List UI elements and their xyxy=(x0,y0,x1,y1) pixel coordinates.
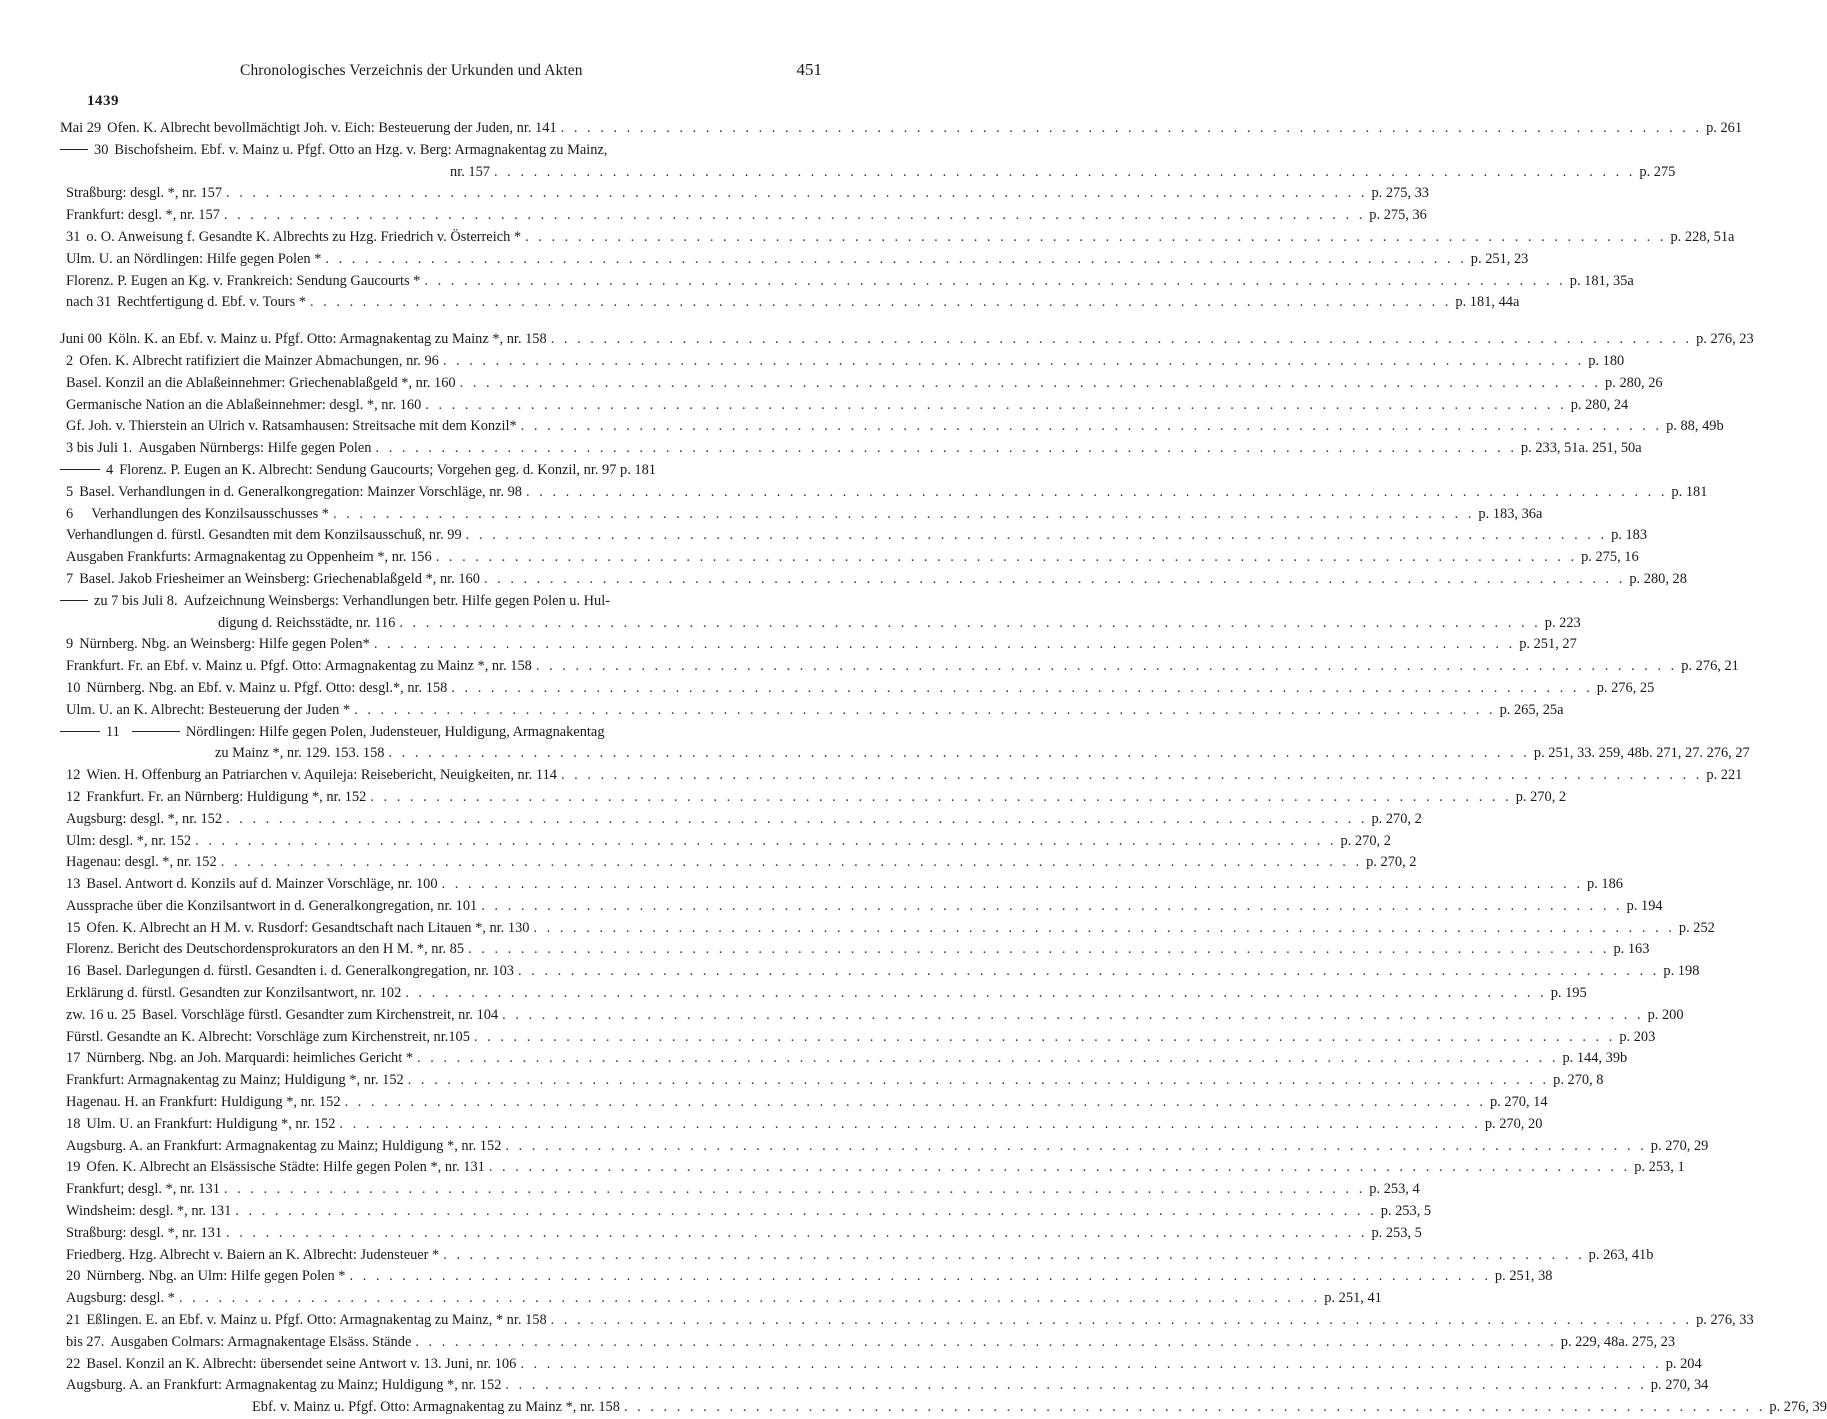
leader-dots xyxy=(494,162,1635,184)
entry-text: Augsburg: desgl. * xyxy=(66,1290,175,1307)
register-entry xyxy=(60,678,1655,700)
page-reference: p. 200 xyxy=(1647,1006,1684,1023)
entry-date: zu 7 bis Juli 8. xyxy=(94,592,178,609)
register-entry xyxy=(60,1397,1827,1419)
entry-date: 15 xyxy=(66,919,81,936)
entry-date: 2 xyxy=(66,352,74,369)
leader-dots xyxy=(235,1201,1376,1223)
register-entry xyxy=(60,1223,1422,1245)
leader-dots xyxy=(376,438,1517,460)
leader-dots xyxy=(333,504,1474,526)
page-reference: p. 275 xyxy=(1639,163,1676,180)
register-entry xyxy=(60,1266,1553,1288)
leader-dots xyxy=(536,656,1677,678)
register-entry xyxy=(60,1375,1709,1397)
page-reference: p. 251, 41 xyxy=(1324,1290,1382,1307)
leader-dots xyxy=(561,765,1702,787)
register-entry xyxy=(60,1157,1685,1179)
register-entry xyxy=(60,292,1520,314)
register-entry xyxy=(60,569,1687,591)
register-entry xyxy=(60,1048,1628,1070)
leader-dots xyxy=(415,1332,1556,1354)
entry-date: 10 xyxy=(66,679,81,696)
register-entry xyxy=(60,205,1427,227)
entry-text: Basel. Jakob Friesheimer an Weinsberg: Griechenablaßgeld *, nr. 160 xyxy=(79,570,480,587)
register-entry xyxy=(60,547,1639,569)
leader-dots xyxy=(533,918,1674,940)
register-entry xyxy=(60,1027,1656,1049)
register-entry xyxy=(60,918,1715,940)
register-entry xyxy=(60,1201,1432,1223)
leader-dots xyxy=(310,292,1451,314)
leader-dots xyxy=(417,1048,1558,1070)
page-reference: p. 280, 24 xyxy=(1570,396,1629,413)
leader-dots xyxy=(226,1223,1367,1245)
entry-text: Ausgaben Nürnbergs: Hilfe gegen Polen xyxy=(138,440,372,457)
entry-date: 18 xyxy=(66,1115,81,1132)
register-entry xyxy=(60,1332,1676,1354)
register-entry xyxy=(60,656,1739,678)
page-reference: p. 270, 20 xyxy=(1484,1115,1543,1132)
entry-text: Aussprache über die Konzilsantwort in d. Generalkongregation, nr. 101 xyxy=(66,897,478,914)
register-entry xyxy=(60,896,1663,918)
entry-text: Florenz. Bericht des Deutschordensprokurators an den H M. *, nr. 85 xyxy=(66,941,465,958)
entry-date: zw. 16 u. 25 xyxy=(66,1006,136,1023)
page-reference: p. 261 xyxy=(1706,120,1743,136)
running-head: Chronologisches Verzeichnis der Urkunden und Akten xyxy=(240,62,583,79)
leader-dots xyxy=(339,1114,1480,1136)
register-entries xyxy=(60,118,1827,1419)
leader-dots xyxy=(526,482,1667,504)
entry-text: Florenz. P. Eugen an Kg. v. Frankreich: Sendung Gaucourts * xyxy=(66,272,421,289)
page-reference: p. 263, 41b xyxy=(1588,1246,1654,1263)
page-reference: p. 270, 14 xyxy=(1489,1094,1548,1111)
entry-text: Erklärung d. fürstl. Gesandten zur Konzilsantwort, nr. 102 xyxy=(66,985,402,1002)
entry-text: Basel. Vorschläge fürstl. Gesandter zum Kirchenstreit, nr. 104 xyxy=(141,1006,499,1023)
page-reference: p. 270, 34 xyxy=(1650,1377,1709,1394)
entry-text: Wien. H. Offenburg an Patriarchen v. Aquileja: Reisebericht, Neuigkeiten, nr. 114 xyxy=(86,767,557,784)
leader-dots xyxy=(443,351,1584,373)
leader-dots xyxy=(551,1310,1692,1332)
entry-text: Ulm. U. an Nördlingen: Hilfe gegen Polen * xyxy=(66,250,322,267)
page-reference: p. 276, 25 xyxy=(1596,679,1655,696)
leader-dots xyxy=(399,613,1540,635)
entry-text: Fürstl. Gesandte an K. Albrecht: Vorschläge zum Kirchenstreit, nr.105 xyxy=(66,1028,470,1045)
page-reference: p. 253, 5 xyxy=(1380,1203,1432,1220)
leader-dots xyxy=(354,700,1495,722)
entry-date: bis 27. xyxy=(66,1333,105,1350)
entry-text: Ofen. K. Albrecht an H M. v. Rusdorf: Gesandtschaft nach Litauen *, nr. 130 xyxy=(86,919,530,936)
entry-text: Rechtfertigung d. Ebf. v. Tours * xyxy=(117,294,306,311)
entry-text: Florenz. P. Eugen an K. Albrecht: Sendung Gaucourts; Vorgehen geg. d. Konzil, nr. 97 p. 181 xyxy=(119,461,656,478)
entry-text: Augsburg. A. an Frankfurt: Armagnakentag zu Mainz; Huldigung *, nr. 152 xyxy=(66,1137,502,1154)
leader-dots xyxy=(424,271,1565,293)
entry-text: Frankfurt. Fr. an Nürnberg: Huldigung *, nr. 152 xyxy=(86,788,367,805)
leader-dots xyxy=(195,831,1336,853)
entry-date: Mai 29 xyxy=(60,120,102,136)
entry-date: nach 31 xyxy=(66,294,112,311)
leader-dots xyxy=(518,961,1659,983)
page-reference: p. 280, 28 xyxy=(1629,570,1687,587)
entry-text: Basel. Konzil an die Ablaßeinnehmer: Griechenablaßgeld *, nr. 160 xyxy=(66,374,456,391)
entry-date: 21 xyxy=(66,1312,81,1329)
entry-text: Germanische Nation an die Ablaßeinnehmer: desgl. *, nr. 160 xyxy=(66,396,422,413)
page-reference: p. 270, 2 xyxy=(1515,788,1567,805)
entry-date: 19 xyxy=(66,1159,81,1176)
leader-dots xyxy=(521,416,1662,438)
leader-dots xyxy=(624,1397,1765,1419)
leader-dots xyxy=(350,1266,1491,1288)
entry-text: Frankfurt; desgl. *, nr. 131 xyxy=(66,1181,220,1198)
entry-date: 3 bis Juli 1. xyxy=(66,440,133,457)
entry-date: Juni 00 xyxy=(60,331,102,348)
page-reference: p. 195 xyxy=(1550,985,1587,1002)
register-entry xyxy=(60,271,1634,293)
page-reference: p. 223 xyxy=(1544,614,1581,631)
leader-dots xyxy=(374,634,1515,656)
register-entry xyxy=(60,787,1567,809)
register-entry xyxy=(60,460,824,482)
register-entry xyxy=(60,1092,1548,1114)
page-reference: p. 163 xyxy=(1613,941,1650,958)
register-entry xyxy=(60,831,1391,853)
page-reference: p. 270, 2 xyxy=(1340,832,1391,849)
page-reference: p. 276, 33 xyxy=(1696,1312,1754,1329)
register-entry xyxy=(60,983,1587,1005)
register-entry xyxy=(60,939,1650,961)
register-entry xyxy=(60,1310,1754,1332)
entry-text: Nürnberg. Nbg. an Ebf. v. Mainz u. Pfgf. Otto: desgl.*, nr. 158 xyxy=(86,679,448,696)
leader-dots xyxy=(221,852,1362,874)
entry-date: 12 xyxy=(66,788,81,805)
leader-dots xyxy=(405,983,1546,1005)
leader-dots xyxy=(179,1288,1320,1310)
leader-dots xyxy=(408,1070,1549,1092)
page-reference: p. 204 xyxy=(1665,1355,1702,1372)
entry-date: 11 xyxy=(106,723,120,740)
register-entry xyxy=(60,504,1543,526)
entry-text: Nördlingen: Hilfe gegen Polen, Judensteuer, Huldigung, Armagnakentag xyxy=(185,723,605,740)
page-reference: p. 180 xyxy=(1588,352,1625,369)
leader-dots xyxy=(451,678,1592,700)
register-entry xyxy=(60,227,1735,249)
leader-dots xyxy=(226,183,1367,205)
page-reference: p. 233, 51a. 251, 50a xyxy=(1520,440,1642,457)
entry-text: Ofen. K. Albrecht ratifiziert die Mainzer Abmachungen, nr. 96 xyxy=(79,352,439,369)
page-number: 451 xyxy=(796,60,822,79)
leader-dots xyxy=(443,1245,1584,1267)
leader-dots xyxy=(460,373,1601,395)
register-entry xyxy=(60,961,1700,983)
page-reference: p. 251, 33. 259, 48b. 271, 27. 276, 27 xyxy=(1533,745,1750,762)
register-entry xyxy=(60,482,1708,504)
register-entry xyxy=(60,1114,1543,1136)
page-reference: p. 183 xyxy=(1611,527,1648,544)
entry-date: 17 xyxy=(66,1050,81,1067)
page-reference: p. 194 xyxy=(1626,897,1663,914)
page-reference: p. 203 xyxy=(1619,1028,1656,1045)
register-entry xyxy=(60,183,1429,205)
register-entry xyxy=(60,1288,1382,1310)
entry-text: o. O. Anweisung f. Gesandte K. Albrechts zu Hzg. Friedrich v. Österreich * xyxy=(86,228,522,245)
page-reference: p. 253, 1 xyxy=(1634,1159,1685,1176)
register-entry xyxy=(60,722,824,744)
ditto-dash xyxy=(60,599,88,601)
register-entry xyxy=(60,1245,1654,1267)
register-entry xyxy=(60,1354,1702,1376)
page-reference: p. 275, 33 xyxy=(1371,185,1429,202)
entry-text: Eßlingen. E. an Ebf. v. Mainz u. Pfgf. Otto: Armagnakentag zu Mainz, * nr. 158 xyxy=(86,1312,547,1329)
leader-dots xyxy=(525,227,1666,249)
entry-text: Verhandlungen d. fürstl. Gesandten mit dem Konzilsausschuß, nr. 99 xyxy=(66,527,462,544)
register-entry xyxy=(60,852,1417,874)
page-reference: p. 275, 36 xyxy=(1369,207,1427,224)
entry-text: Straßburg: desgl. *, nr. 157 xyxy=(66,185,223,202)
leader-dots xyxy=(561,118,1702,140)
entry-text: Friedberg. Hzg. Albrecht v. Baiern an K. Albrecht: Judensteuer * xyxy=(66,1246,440,1263)
leader-dots xyxy=(551,329,1692,351)
page-reference: p. 181 xyxy=(1671,483,1708,500)
page-reference: p. 221 xyxy=(1706,767,1743,784)
entry-date: 22 xyxy=(66,1355,81,1372)
entry-text: Hagenau: desgl. *, nr. 152 xyxy=(66,854,217,871)
entry-text: Basel. Konzil an K. Albrecht: übersendet seine Antwort v. 13. Juni, nr. 106 xyxy=(86,1355,517,1372)
page-reference: p. 270, 8 xyxy=(1553,1072,1604,1089)
entry-text: Frankfurt: desgl. *, nr. 157 xyxy=(66,207,220,224)
register-entry xyxy=(60,373,1663,395)
register-entry xyxy=(60,525,1648,547)
register-entry xyxy=(60,351,1625,373)
register-entry xyxy=(60,416,1724,438)
entry-text: Aufzeichnung Weinsbergs: Verhandlungen betr. Hilfe gegen Polen u. Hul- xyxy=(183,592,611,609)
page-reference: p. 229, 48a. 275, 23 xyxy=(1560,1333,1676,1350)
leader-dots xyxy=(224,1179,1365,1201)
page-reference: p. 251, 23 xyxy=(1470,250,1529,267)
register-entry xyxy=(60,329,1754,351)
entry-text: zu Mainz *, nr. 129. 153. 158 xyxy=(215,745,385,762)
leader-dots xyxy=(224,205,1365,227)
leader-dots xyxy=(505,1136,1646,1158)
leader-dots xyxy=(226,809,1367,831)
entry-date: 7 xyxy=(66,570,74,587)
entry-text: Nürnberg. Nbg. an Ulm: Hilfe gegen Polen * xyxy=(86,1268,346,1285)
entry-text: Hagenau. H. an Frankfurt: Huldigung *, nr. 152 xyxy=(66,1094,341,1111)
entry-date: 16 xyxy=(66,963,81,980)
entry-text: Ofen. K. Albrecht an Elsässische Städte: Hilfe gegen Polen *, nr. 131 xyxy=(86,1159,485,1176)
page-reference: p. 270, 2 xyxy=(1371,810,1422,827)
entry-text: Ebf. v. Mainz u. Pfgf. Otto: Armagnakentag zu Mainz *, nr. 158 xyxy=(252,1399,620,1416)
entry-text: Ofen. K. Albrecht bevollmächtigt Joh. v. Eich: Besteuerung der Juden, nr. 141 xyxy=(107,120,557,136)
page-reference: p. 181, 35a xyxy=(1569,272,1634,289)
page-reference: p. 228, 51a xyxy=(1670,228,1735,245)
entry-text: nr. 157 xyxy=(450,163,490,180)
page-reference: p. 253, 4 xyxy=(1369,1181,1420,1198)
register-entry xyxy=(60,765,1743,787)
leader-dots xyxy=(425,395,1566,417)
page-reference: p. 276, 21 xyxy=(1681,658,1739,675)
entry-text: Nürnberg. Nbg. an Joh. Marquardi: heimliches Gericht * xyxy=(86,1050,414,1067)
register-entry xyxy=(60,118,1743,140)
entry-text: Frankfurt: Armagnakentag zu Mainz; Huldigung *, nr. 152 xyxy=(66,1072,404,1089)
register-entry xyxy=(60,140,824,162)
page-reference: p. 198 xyxy=(1663,963,1700,980)
entry-date: 4 xyxy=(106,461,114,478)
register-entry xyxy=(60,613,1581,635)
leader-dots xyxy=(436,547,1577,569)
register-entry xyxy=(60,249,1529,271)
entry-date: 30 xyxy=(94,141,109,158)
page-reference: p. 181, 44a xyxy=(1455,294,1520,311)
entry-text: Basel. Darlegungen d. fürstl. Gesandten i. d. Generalkongregation, nr. 103 xyxy=(86,963,514,980)
register-entry xyxy=(60,809,1422,831)
entry-text: Basel. Verhandlungen in d. Generalkongregation: Mainzer Vorschläge, nr. 98 xyxy=(79,483,523,500)
leader-dots xyxy=(325,249,1466,271)
entry-text: Gf. Joh. v. Thierstein an Ulrich v. Ratsamhausen: Streitsache mit dem Konzil* xyxy=(66,418,517,435)
leader-dots xyxy=(370,787,1511,809)
register-entry xyxy=(60,1070,1604,1092)
page-reference: p. 265, 25a xyxy=(1499,701,1564,718)
register-entry xyxy=(60,162,1676,184)
leader-dots xyxy=(520,1354,1661,1376)
year-heading: 1439 xyxy=(87,93,119,109)
leader-dots xyxy=(468,939,1609,961)
entry-date: 6 xyxy=(66,505,74,522)
register-entry xyxy=(60,1005,1684,1027)
entry-text: Straßburg: desgl. *, nr. 131 xyxy=(66,1224,223,1241)
entry-text: Ausgaben Frankfurts: Armagnakentag zu Oppenheim *, nr. 156 xyxy=(66,549,432,566)
page-reference: p. 253, 5 xyxy=(1371,1224,1422,1241)
register-entry xyxy=(60,700,1564,722)
entry-text: Frankfurt. Fr. an Ebf. v. Mainz u. Pfgf. Otto: Armagnakentag zu Mainz *, nr. 158 xyxy=(66,658,532,675)
register-entry xyxy=(60,743,1750,765)
register-entry xyxy=(60,438,1642,460)
page-reference: p. 276, 39 xyxy=(1769,1399,1827,1416)
entry-text: Ausgaben Colmars: Armagnakentage Elsäss. Stände xyxy=(110,1333,412,1350)
entry-text: Augsburg. A. an Frankfurt: Armagnakentag zu Mainz; Huldigung *, nr. 152 xyxy=(66,1377,502,1394)
leader-dots xyxy=(505,1375,1646,1397)
register-entry xyxy=(60,634,1577,656)
ditto-dash xyxy=(60,730,100,732)
entry-text: Bischofsheim. Ebf. v. Mainz u. Pfgf. Otto an Hzg. v. Berg: Armagnakentag zu Mainz, xyxy=(114,141,608,158)
entry-text: Ulm. U. an Frankfurt: Huldigung *, nr. 152 xyxy=(86,1115,336,1132)
page-reference: p. 270, 2 xyxy=(1366,854,1417,871)
leader-dots xyxy=(481,896,1622,918)
page-reference: p. 88, 49b xyxy=(1666,418,1724,435)
register-entry xyxy=(60,1179,1420,1201)
register-entry xyxy=(60,395,1629,417)
page-reference: p. 251, 27 xyxy=(1519,636,1577,653)
register-entry xyxy=(60,874,1623,896)
page-reference: p. 144, 39b xyxy=(1562,1050,1628,1067)
register-entry xyxy=(60,591,824,613)
leader-dots xyxy=(489,1157,1630,1179)
ditto-dash xyxy=(60,468,100,470)
ditto-dash xyxy=(60,148,88,150)
leader-dots xyxy=(474,1027,1615,1049)
entry-date: 9 xyxy=(66,636,74,653)
leader-dots xyxy=(388,743,1529,765)
entry-text: digung d. Reichsstädte, nr. 116 xyxy=(218,614,396,631)
entry-text: Augsburg: desgl. *, nr. 152 xyxy=(66,810,223,827)
page-reference: p. 251, 38 xyxy=(1494,1268,1553,1285)
entry-text: Basel. Antwort d. Konzils auf d. Mainzer Vorschläge, nr. 100 xyxy=(86,876,438,893)
entry-text: Windsheim: desgl. *, nr. 131 xyxy=(66,1203,232,1220)
page-reference: p. 252 xyxy=(1678,919,1715,936)
page-reference: p. 276, 23 xyxy=(1696,331,1754,348)
entry-text: Nürnberg. Nbg. an Weinsberg: Hilfe gegen Polen* xyxy=(79,636,370,653)
page-reference: p. 275, 16 xyxy=(1581,549,1639,566)
page-reference: p. 186 xyxy=(1586,876,1623,893)
leader-dots xyxy=(345,1092,1486,1114)
page-reference: p. 270, 29 xyxy=(1650,1137,1709,1154)
ditto-dash xyxy=(132,730,180,732)
page-reference: p. 183, 36a xyxy=(1478,505,1543,522)
entry-date: 5 xyxy=(66,483,74,500)
entry-date: 13 xyxy=(66,876,81,893)
entry-text: Ulm. U. an K. Albrecht: Besteuerung der Juden * xyxy=(66,701,351,718)
entry-text: Verhandlungen des Konzilsausschusses * xyxy=(91,505,330,522)
leader-dots xyxy=(484,569,1625,591)
leader-dots xyxy=(502,1005,1643,1027)
leader-dots xyxy=(442,874,1583,896)
entry-date: 20 xyxy=(66,1268,81,1285)
page-reference: p. 280, 26 xyxy=(1605,374,1663,391)
entry-date: 12 xyxy=(66,767,81,784)
register-entry xyxy=(60,1136,1709,1158)
entry-date: 31 xyxy=(66,228,81,245)
entry-text: Ulm: desgl. *, nr. 152 xyxy=(66,832,192,849)
leader-dots xyxy=(466,525,1607,547)
entry-text: Köln. K. an Ebf. v. Mainz u. Pfgf. Otto: Armagnakentag zu Mainz *, nr. 158 xyxy=(107,331,547,348)
